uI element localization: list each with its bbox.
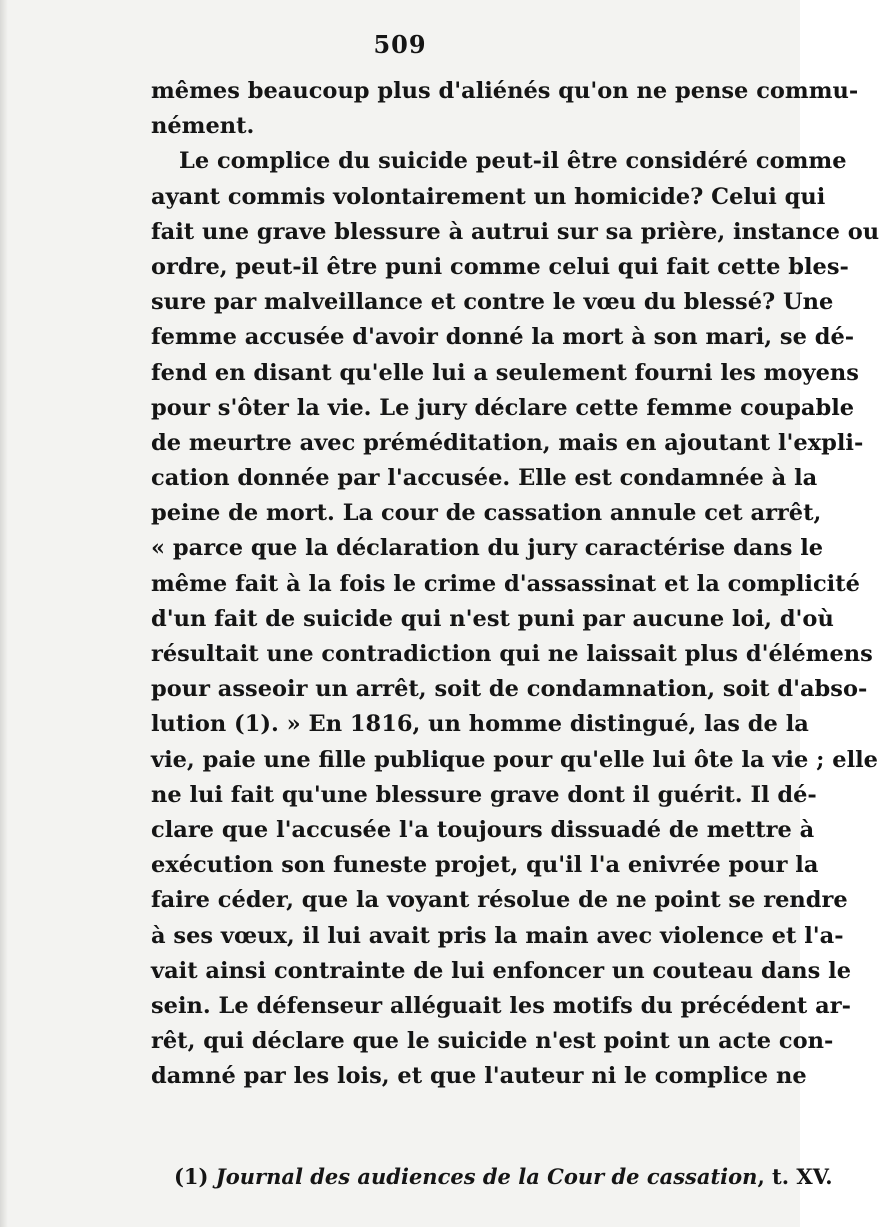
text-line: peine de mort. La cour de cassation annule cet arrêt, [151,500,822,527]
text-line: sure par malveillance et contre le vœu du blessé? Une [151,289,834,316]
text-line: de meurtre avec préméditation, mais en ajoutant l'expli- [151,429,864,456]
text-line: à ses vœux, il lui avait pris la main avec violence et l'a- [151,922,844,949]
text-line: même fait à la fois le crime d'assassinat et la complicité [151,570,860,597]
footnote-volume: , t. XV. [757,1164,833,1189]
text-line: résultait une contradiction qui ne laissait plus d'élémens [151,641,873,667]
text-line: fait une grave blessure à autrui sur sa prière, instance ou [151,218,879,245]
text-line: ne lui fait qu'une blessure grave dont il guérit. Il dé- [151,781,817,808]
text-line: ordre, peut-il être puni comme celui qui fait cette bles- [151,253,849,280]
body-text [151,74,879,1094]
text-line: cation donnée par l'accusée. Elle est condamnée à la [151,465,818,492]
text-line: fend en disant qu'elle lui a seulement fourni les moyens [151,359,859,386]
text-line: vait ainsi contrainte de lui enfoncer un couteau dans le [151,957,852,984]
footnote [174,1162,833,1192]
text-line: exécution son funeste projet, qu'il l'a enivrée pour la [151,852,819,879]
text-line: lution (1). » En 1816, un homme distingué, las de la [151,711,809,738]
text-line: clare que l'accusée l'a toujours dissuadé de mettre à [151,816,815,843]
page-edge-shadow [0,0,8,1227]
text-line: Le complice du suicide peut-il être considéré comme [179,148,847,175]
text-line: ayant commis volontairement un homicide? Celui qui [151,183,826,210]
text-line: femme accusée d'avoir donné la mort à son mari, se dé- [151,324,855,351]
text-line: nément. [151,113,255,140]
text-line: pour s'ôter la vie. Le jury déclare cette femme coupable [151,394,855,421]
text-line: pour asseoir un arrêt, soit de condamnation, soit d'abso- [151,676,868,703]
page-number: 509 [373,30,427,59]
text-line: vie, paie une fille publique pour qu'elle lui ôte la vie ; elle [151,746,878,773]
text-line: rêt, qui déclare que le suicide n'est point un acte con- [151,1028,834,1055]
text-line: « parce que la déclaration du jury caractérise dans le [151,535,824,562]
text-line: d'un fait de suicide qui n'est puni par aucune loi, d'où [151,605,834,632]
text-line: faire céder, que la voyant résolue de ne point se rendre [151,887,848,914]
footnote-source: Journal des audiences de la Cour de cassation [215,1164,758,1189]
footnote-marker: (1) [174,1164,209,1189]
text-line: damné par les lois, et que l'auteur ni le complice ne [151,1063,807,1090]
text-line: sein. Le défenseur alléguait les motifs du précédent ar- [151,992,851,1019]
text-line: mêmes beaucoup plus d'aliénés qu'on ne pense commu- [151,78,859,104]
